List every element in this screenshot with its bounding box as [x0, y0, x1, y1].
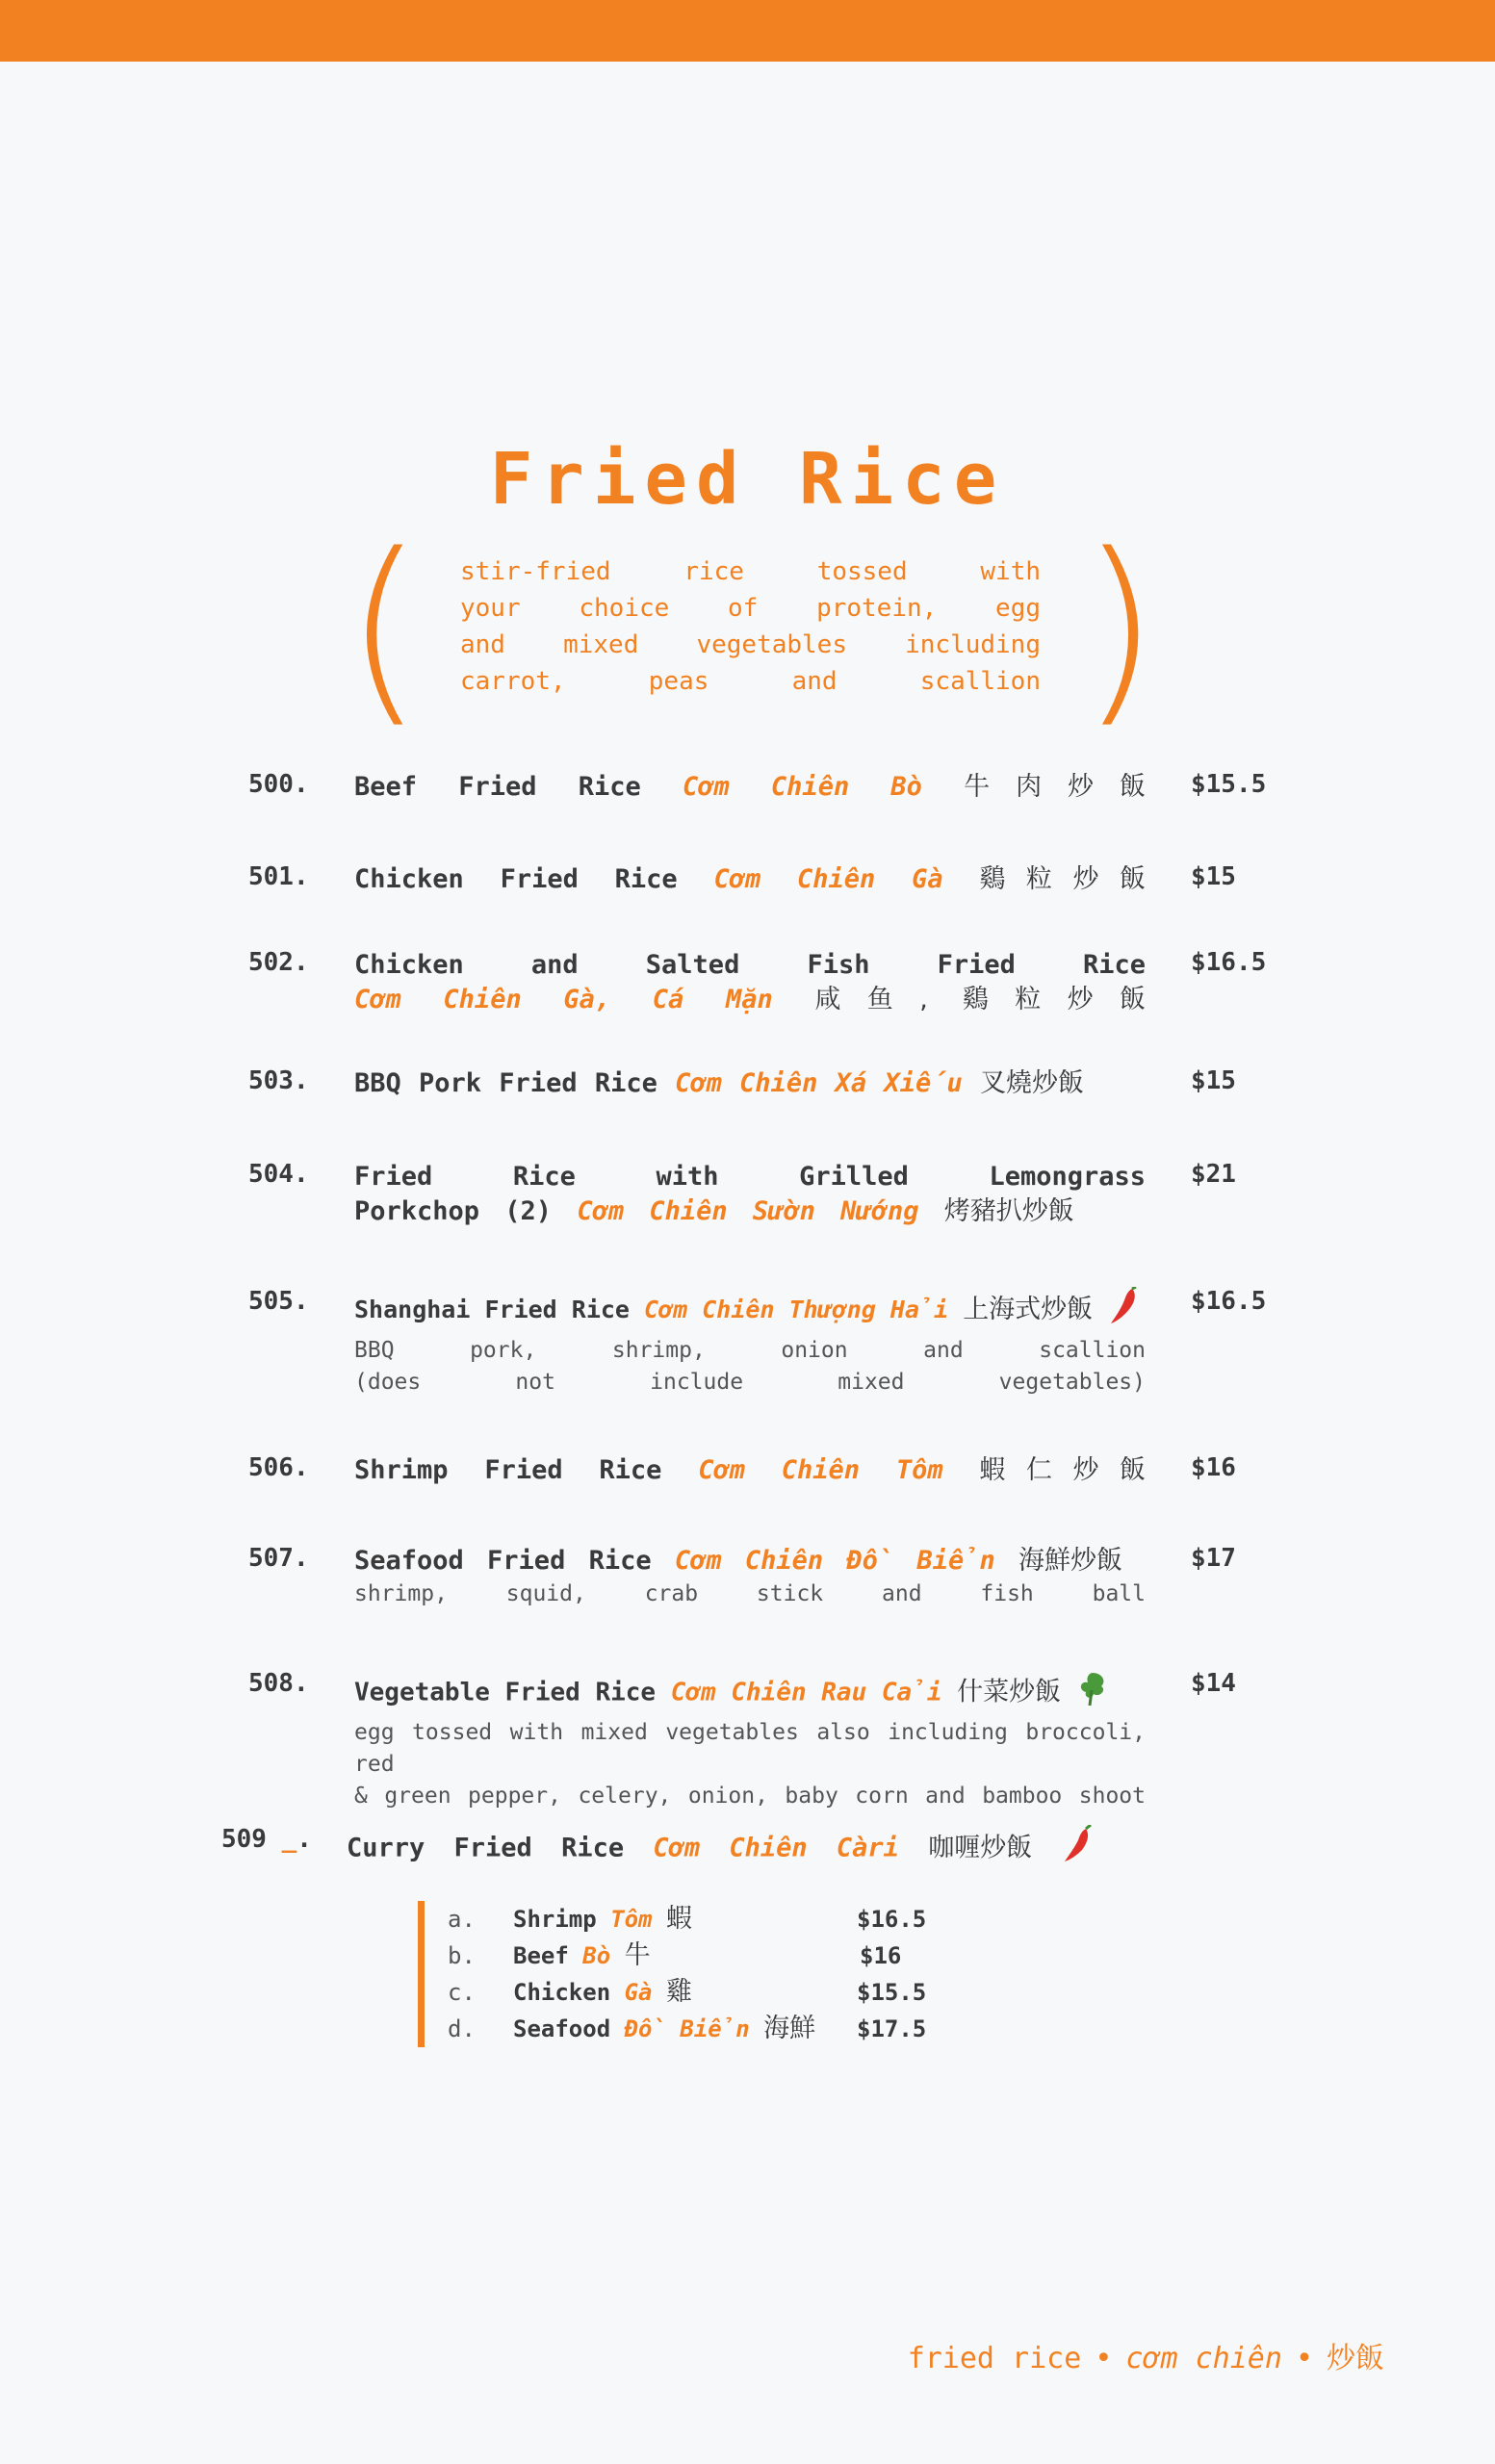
chili-pepper-icon — [1061, 1825, 1094, 1873]
item-name-zh: 上海式炒飯 — [963, 1295, 1094, 1324]
intro-description — [460, 553, 1041, 700]
item-name-en: Seafood Fried Rice — [354, 1546, 652, 1576]
footer-en: fried rice — [907, 2342, 1082, 2375]
item-name-en-cont: Porkchop (2) — [354, 1196, 553, 1226]
item-price: $15 — [1191, 1066, 1236, 1095]
item-name-vn: Cơm Chiên Càri — [653, 1833, 899, 1863]
page-footer — [908, 2334, 1384, 2376]
item-description: & green pepper, celery, onion, baby corn and bamboo shoot — [354, 1784, 1146, 1809]
item-name-en: Shrimp Fried Rice — [354, 1455, 662, 1485]
intro-line: your choice of protein, egg — [460, 594, 1041, 623]
item-number: 500. — [248, 770, 309, 799]
item-price: $14 — [1191, 1669, 1236, 1698]
left-bracket-decoration: ( — [345, 510, 424, 746]
item-number: 502. — [248, 948, 309, 977]
intro-line: stir-fried rice tossed with — [460, 557, 1041, 586]
chili-pepper-icon — [1107, 1287, 1140, 1335]
option-name-vn: Bò — [582, 1942, 611, 1969]
item-price: $16.5 — [1191, 948, 1267, 977]
item-name-en: Beef Fried Rice — [354, 772, 641, 802]
option-price: $16.5 — [857, 1906, 927, 1933]
curry-option-row: b. Beef Bò 牛 $16 — [448, 1938, 948, 1974]
item-name-vn: Cơm Chiên Đồ Biển — [674, 1546, 995, 1576]
item-name-en: Fried Rice with Grilled Lemongrass — [354, 1162, 1146, 1192]
item-name-zh: 什菜炒飯 — [957, 1677, 1062, 1707]
item-price: $17 — [1191, 1544, 1236, 1573]
item-name-vn: Cơm Chiên Xá Xiếu — [675, 1068, 963, 1098]
option-price: $15.5 — [857, 1979, 927, 2006]
intro-line: and mixed vegetables including — [460, 630, 1041, 659]
item-name-en: Vegetable Fried Rice — [354, 1678, 657, 1707]
footer-separator: • — [1095, 2342, 1113, 2375]
footer-zh: 炒飯 — [1327, 2342, 1384, 2375]
option-name-en: Shrimp — [513, 1906, 597, 1933]
item-name-zh: 牛肉炒飯 — [964, 772, 1146, 802]
page-title: Fried Rice — [489, 438, 1006, 521]
item-number: 503. — [248, 1066, 309, 1095]
item-number: 507. — [248, 1544, 309, 1573]
item-price: $15 — [1191, 862, 1236, 891]
item-price: $16 — [1191, 1453, 1236, 1482]
item-name-zh: 蝦仁炒飯 — [979, 1455, 1147, 1485]
item-number: 508. — [248, 1669, 309, 1698]
item-description: egg tossed with mixed vegetables also including broccoli, red — [354, 1720, 1146, 1777]
item-description: shrimp, squid, crab stick and fish ball — [354, 1581, 1146, 1606]
option-price: $16 — [860, 1942, 902, 1969]
item-name-en: Curry Fried Rice — [347, 1833, 625, 1863]
item-price: $15.5 — [1191, 770, 1267, 799]
item-number: 506. — [248, 1453, 309, 1482]
option-name-en: Seafood — [513, 2015, 611, 2042]
option-name-zh: 雞 — [665, 1977, 692, 2007]
top-accent-bar — [0, 0, 1495, 62]
item-number: 509 _. — [221, 1825, 312, 1854]
item-name-vn: Cơm Chiên Gà — [713, 864, 943, 894]
item-name-en: BBQ Pork Fried Rice — [354, 1068, 657, 1098]
option-name-en: Chicken — [513, 1979, 611, 2006]
item-name-en: Chicken and Salted Fish Fried Rice — [354, 950, 1146, 980]
item-price: $21 — [1191, 1160, 1236, 1189]
item-name-zh: 叉燒炒飯 — [980, 1068, 1084, 1098]
option-name-zh: 海鮮 — [763, 2014, 816, 2043]
option-price: $17.5 — [857, 2015, 927, 2042]
item-name-en: Chicken Fried Rice — [354, 864, 678, 894]
option-name-zh: 牛 — [624, 1940, 651, 1970]
item-name-vn: Cơm Chiên Rau Cải — [670, 1678, 942, 1707]
option-name-vn: Gà — [624, 1979, 653, 2006]
item-description: BBQ pork, shrimp, onion and scallion — [354, 1338, 1146, 1363]
item-name-vn: Cơm Chiên Thượng Hải — [644, 1296, 949, 1323]
right-bracket-decoration: ) — [1080, 510, 1159, 746]
item-name-zh: 咖喱炒飯 — [928, 1833, 1033, 1863]
curry-protein-options — [418, 1901, 948, 2047]
footer-vn: cơm chiên — [1125, 2342, 1282, 2375]
underline-mark: _ — [281, 1825, 297, 1854]
item-name-zh: 海鮮炒飯 — [1018, 1546, 1122, 1576]
curry-option-row: d. Seafood Đồ Biển 海鮮 $17.5 — [448, 2011, 948, 2047]
item-number: 504. — [248, 1160, 309, 1189]
item-number: 501. — [248, 862, 309, 891]
item-number: 505. — [248, 1287, 309, 1316]
option-name-en: Beef — [513, 1942, 569, 1969]
item-name-en: Shanghai Fried Rice — [354, 1296, 630, 1323]
item-price: $16.5 — [1191, 1287, 1267, 1316]
curry-option-row: a. Shrimp Tôm 蝦 $16.5 — [448, 1901, 948, 1938]
footer-separator: • — [1295, 2342, 1313, 2375]
item-name-vn: Cơm Chiên Bò — [682, 772, 922, 802]
option-name-zh: 蝦 — [665, 1904, 692, 1934]
item-name-zh: 鷄粒炒飯 — [979, 864, 1146, 894]
curry-option-row: c. Chicken Gà 雞 $15.5 — [448, 1974, 948, 2011]
item-name-vn: Cơm Chiên Tôm — [698, 1455, 943, 1485]
item-name-vn: Cơm Chiên Gà, Cá Mặn — [354, 985, 773, 1014]
item-name-vn: Cơm Chiên Sườn Nướng — [577, 1196, 919, 1226]
item-description: (does not include mixed vegetables) — [354, 1370, 1146, 1395]
intro-line: carrot, peas and scallion — [460, 667, 1041, 696]
vegetarian-leaf-icon — [1076, 1669, 1109, 1717]
item-name-zh: 烤豬扒炒飯 — [943, 1196, 1074, 1226]
option-name-vn: Đồ Biển — [624, 2015, 750, 2042]
option-name-vn: Tôm — [610, 1906, 653, 1933]
item-name-zh: 咸鱼, 鷄粒炒飯 — [814, 985, 1147, 1014]
